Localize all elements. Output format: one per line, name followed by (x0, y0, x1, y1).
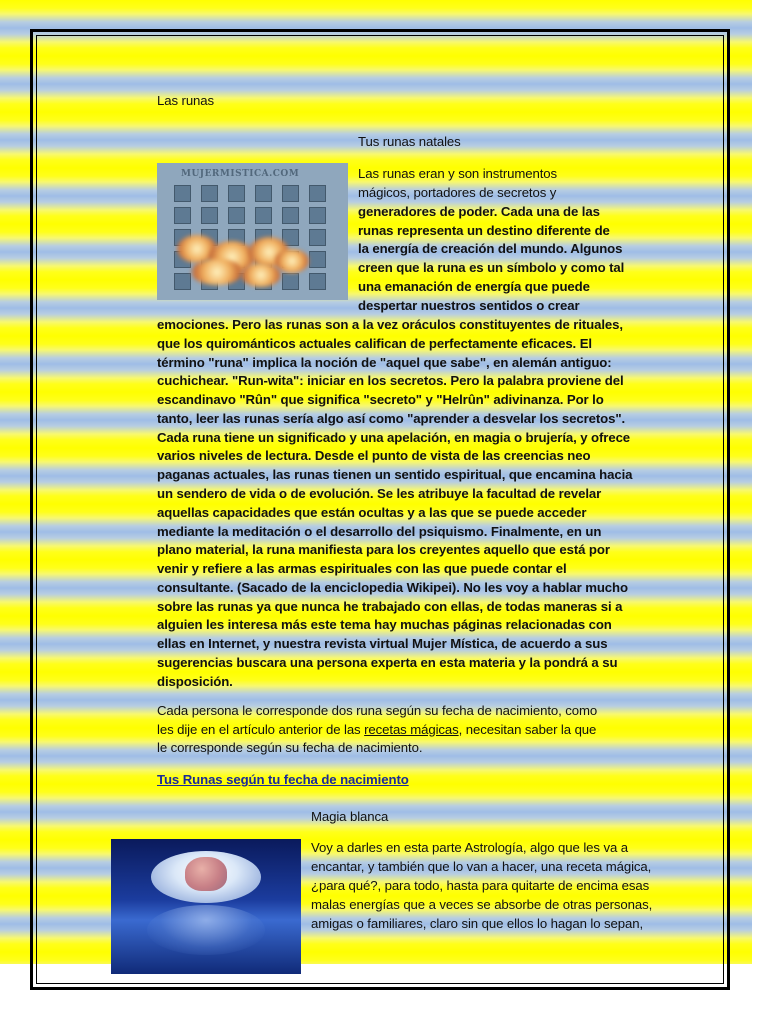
body-line: paganas actuales, las runas tienen un sentido espiritual, que encamina hacia (157, 467, 633, 483)
flame-shape (241, 263, 281, 287)
para2-text: , necesitan saber la que (458, 722, 597, 737)
magia-blanca-heading: Magia blanca (311, 809, 389, 824)
body-line: alguien les interesa más este tema hay muchas páginas relacionadas con (157, 617, 612, 633)
intro-line: una emanación de energía que puede (358, 279, 590, 294)
intro-line: la energía de creación del mundo. Algunos (358, 241, 623, 256)
body-line: un sendero de vida o de evolución. Se les atribuye la facultad de revelar (157, 486, 602, 502)
para2-line: Cada persona le corresponde dos runa según su fecha de nacimiento, como (157, 703, 598, 718)
recetas-magicas-link[interactable]: recetas mágicas (364, 722, 459, 737)
rune-tile (255, 185, 272, 202)
rune-tile (282, 207, 299, 224)
intro-line: generadores de poder. Cada una de las (358, 204, 600, 219)
rune-tile (255, 207, 272, 224)
rune-tile (201, 207, 218, 224)
body-line: consultante. (Sacado de la enciclopedia Wikipei). No les voy a hablar mucho (157, 579, 628, 595)
figure-shape (185, 857, 227, 891)
body-line: cuchichear. "Run-wita": iniciar en los secretos. Pero la palabra proviene del (157, 373, 624, 389)
orb-reflection (147, 905, 265, 955)
body-line: Cada runa tiene un significado y una apelación, en magia o brujería, y ofrece (157, 429, 631, 445)
rune-tile (282, 273, 299, 290)
magia-line: amigas o familiares, claro sin que ellos lo hagan lo sepan, (311, 916, 644, 931)
page-heading: Las runas (157, 93, 215, 108)
rune-tile (228, 207, 245, 224)
rune-tile (309, 251, 326, 268)
magia-line: malas energías que a veces se absorbe de otras personas, (311, 897, 653, 912)
para2-text: les dije en el artículo anterior de las (157, 722, 365, 737)
intro-line: creen que la runa es un símbolo y como tal (358, 260, 625, 275)
body-line: varios niveles de lectura. Desde el punto de vista de las creencias neo (157, 448, 591, 464)
rune-tile (309, 207, 326, 224)
body-line: escandinavo "Rûn" que significa "secreto" y "Helrûn" adivinanza. Por lo (157, 392, 604, 408)
magia-line: Voy a darles en esta parte Astrología, algo que les va a (311, 840, 628, 855)
body-line: aquellas capacidades que están ocultas y a las que se puede acceder (157, 504, 587, 520)
rune-tile (309, 229, 326, 246)
body-line: emociones. Pero las runas son a la vez oráculos constituyentes de rituales, (157, 317, 623, 332)
body-line: que los quirománticos actuales califican de perfectamente eficaces. El (157, 335, 592, 351)
intro-line: Las runas eran y son instrumentos (358, 166, 558, 181)
flame-shape (191, 259, 243, 285)
rune-tile (309, 185, 326, 202)
rune-tile (309, 273, 326, 290)
rune-tile (174, 185, 191, 202)
body-line: disposición. (157, 673, 233, 689)
magia-line: encantar, y también que lo van a hacer, una receta mágica, (311, 859, 652, 874)
body-line: tanto, leer las runas sería algo así como "aprender a desvelar los secretos". (157, 410, 626, 426)
body-line: venir y refiere a las armas espirituales con las que puede contar el (157, 561, 567, 577)
body-line: término "runa" implica la noción de "aquel que sabe", en alemán antiguo: (157, 354, 612, 370)
rune-tile (282, 185, 299, 202)
intro-line: despertar nuestros sentidos o crear (358, 298, 580, 313)
rune-tile (228, 185, 245, 202)
runas-fecha-link[interactable]: Tus Runas según tu fecha de nacimiento (157, 772, 409, 787)
body-line: sobre las runas ya que nunca he trabajado con ellas, de todas maneras si a (157, 598, 623, 614)
para2-line (157, 722, 596, 737)
runes-image (157, 163, 348, 300)
rune-tile (174, 273, 191, 290)
rune-tile (201, 185, 218, 202)
body-line: mediante la meditación o el desarrollo del psiquismo. Finalmente, en un (157, 523, 602, 539)
rune-tile (174, 207, 191, 224)
body-line: sugerencias buscara una persona experta en esta materia y la pondrá a su (157, 655, 618, 671)
runes-image-caption: MUJERMISTICA.COM (181, 169, 300, 179)
para2-line: le corresponde según su fecha de nacimiento. (157, 740, 423, 755)
intro-line: runas representa un destino diferente de (358, 223, 610, 238)
section-subtitle: Tus runas natales (358, 134, 461, 149)
flame-shape (275, 249, 309, 273)
magic-orb-image (111, 839, 301, 974)
body-line: plano material, la runa manifiesta para los creyentes aquello que está por (157, 542, 610, 558)
intro-line: mágicos, portadores de secretos y (358, 185, 557, 200)
body-line: ellas en Internet, y nuestra revista virtual Mujer Mística, de acuerdo a sus (157, 636, 608, 652)
magia-line: ¿para qué?, para todo, hasta para quitarte de encima esas (311, 878, 650, 893)
